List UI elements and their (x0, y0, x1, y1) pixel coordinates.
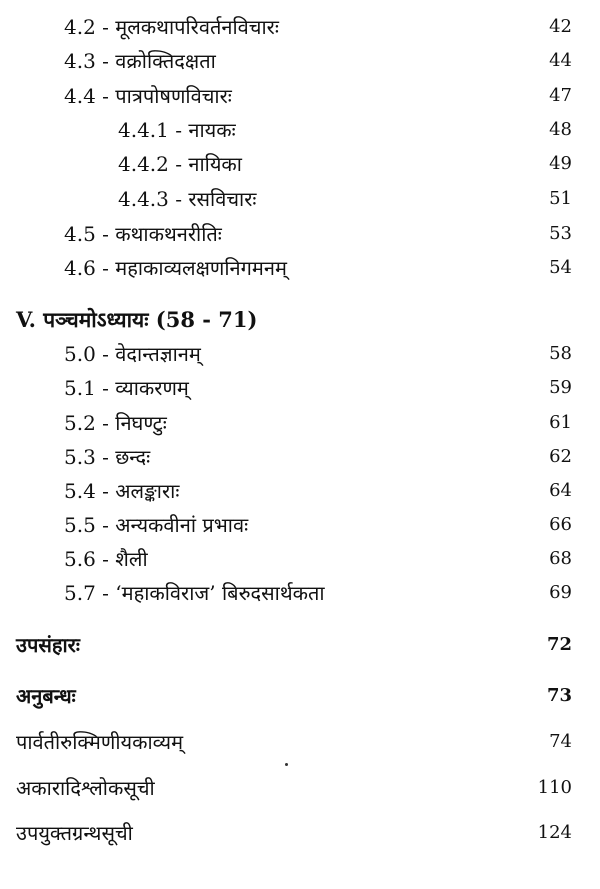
toc-entry-label: 5.3 - छन्दः (64, 445, 151, 469)
toc-entry-page: 54 (549, 257, 572, 278)
toc-entry-label: 4.4.2 - नायिका (118, 152, 242, 176)
toc-entry (0, 337, 600, 371)
toc-entry-label: 4.5 - कथाकथनरीतिः (64, 222, 222, 246)
section-heading-page: 73 (546, 685, 572, 706)
toc-entry-page: 59 (549, 377, 572, 398)
section-heading (0, 679, 600, 713)
toc-entry-page: 66 (549, 514, 572, 535)
toc-entry-page: 44 (549, 50, 572, 71)
toc-entry-label: 5.4 - अलङ्काराः (64, 479, 180, 503)
toc-entry-label: 4.6 - महाकाव्यलक्षणनिगमनम् (64, 256, 287, 280)
section-heading-label: उपसंहारः (16, 633, 80, 657)
toc-entry-label: 5.1 - व्याकरणम् (64, 376, 189, 400)
toc-entry (0, 771, 600, 805)
toc-entry (0, 371, 600, 405)
toc-entry-page: 74 (549, 731, 572, 752)
toc-entry-page: 68 (549, 548, 572, 569)
toc-entry (0, 182, 600, 216)
toc-entry-page: 124 (537, 822, 572, 843)
toc-entry-page: 48 (549, 119, 572, 140)
toc-entry-page: 47 (549, 85, 572, 106)
toc-entry-page: 64 (549, 480, 572, 501)
toc-entry (0, 576, 600, 610)
toc-entry-page: 42 (549, 16, 572, 37)
chapter-heading (0, 303, 600, 337)
toc-entry (0, 147, 600, 181)
toc-entry-label: 5.7 - ‘महाकविराज’ बिरुदसार्थकता (64, 581, 325, 605)
toc-entry-label: 5.5 - अन्यकवीनां प्रभावः (64, 513, 249, 537)
toc-entry (0, 217, 600, 251)
toc-entry-page: 53 (549, 223, 572, 244)
toc-entry (0, 816, 600, 850)
toc-entry-label: 4.3 - वक्रोक्तिदक्षता (64, 49, 216, 73)
toc-entry-label: पार्वतीरुक्मिणीयकाव्यम् (16, 730, 184, 754)
toc-entry-page: 69 (549, 582, 572, 603)
section-heading-label: अनुबन्धः (16, 684, 76, 708)
toc-entry (0, 10, 600, 44)
toc-entry-page: 51 (549, 188, 572, 209)
toc-entry-label: 5.0 - वेदान्तज्ञानम् (64, 342, 201, 366)
toc-entry-page: 58 (549, 343, 572, 364)
toc-entry-label: उपयुक्तग्रन्थसूची (16, 821, 133, 845)
toc-entry-page: 61 (549, 412, 572, 433)
toc-entry-label: 4.2 - मूलकथापरिवर्तनविचारः (64, 15, 279, 39)
toc-entry (0, 542, 600, 576)
toc-entry (0, 251, 600, 285)
toc-entry-label: 4.4.1 - नायकः (118, 118, 236, 142)
toc-entry-page: 49 (549, 153, 572, 174)
toc-entry (0, 113, 600, 147)
toc-entry-page: 62 (549, 446, 572, 467)
toc-entry-page: 110 (537, 777, 572, 798)
chapter-heading-label: V. पञ्चमोऽध्यायः (58 - 71) (16, 307, 258, 332)
toc-entry-label: अकारादिश्लोकसूची (16, 776, 155, 800)
toc-entry (0, 508, 600, 542)
toc-entry (0, 44, 600, 78)
toc-entry (0, 79, 600, 113)
toc-entry-label: 5.2 - निघण्टुः (64, 411, 167, 435)
toc-entry (0, 474, 600, 508)
section-heading-page: 72 (546, 634, 572, 655)
toc-entry-label: 4.4.3 - रसविचारः (118, 187, 257, 211)
section-heading (0, 628, 600, 662)
toc-entry (0, 440, 600, 474)
ink-speck (285, 763, 288, 766)
toc-entry (0, 406, 600, 440)
toc-entry-label: 4.4 - पात्रपोषणविचारः (64, 84, 232, 108)
toc-entry (0, 725, 600, 759)
toc-entry-label: 5.6 - शैली (64, 547, 148, 571)
